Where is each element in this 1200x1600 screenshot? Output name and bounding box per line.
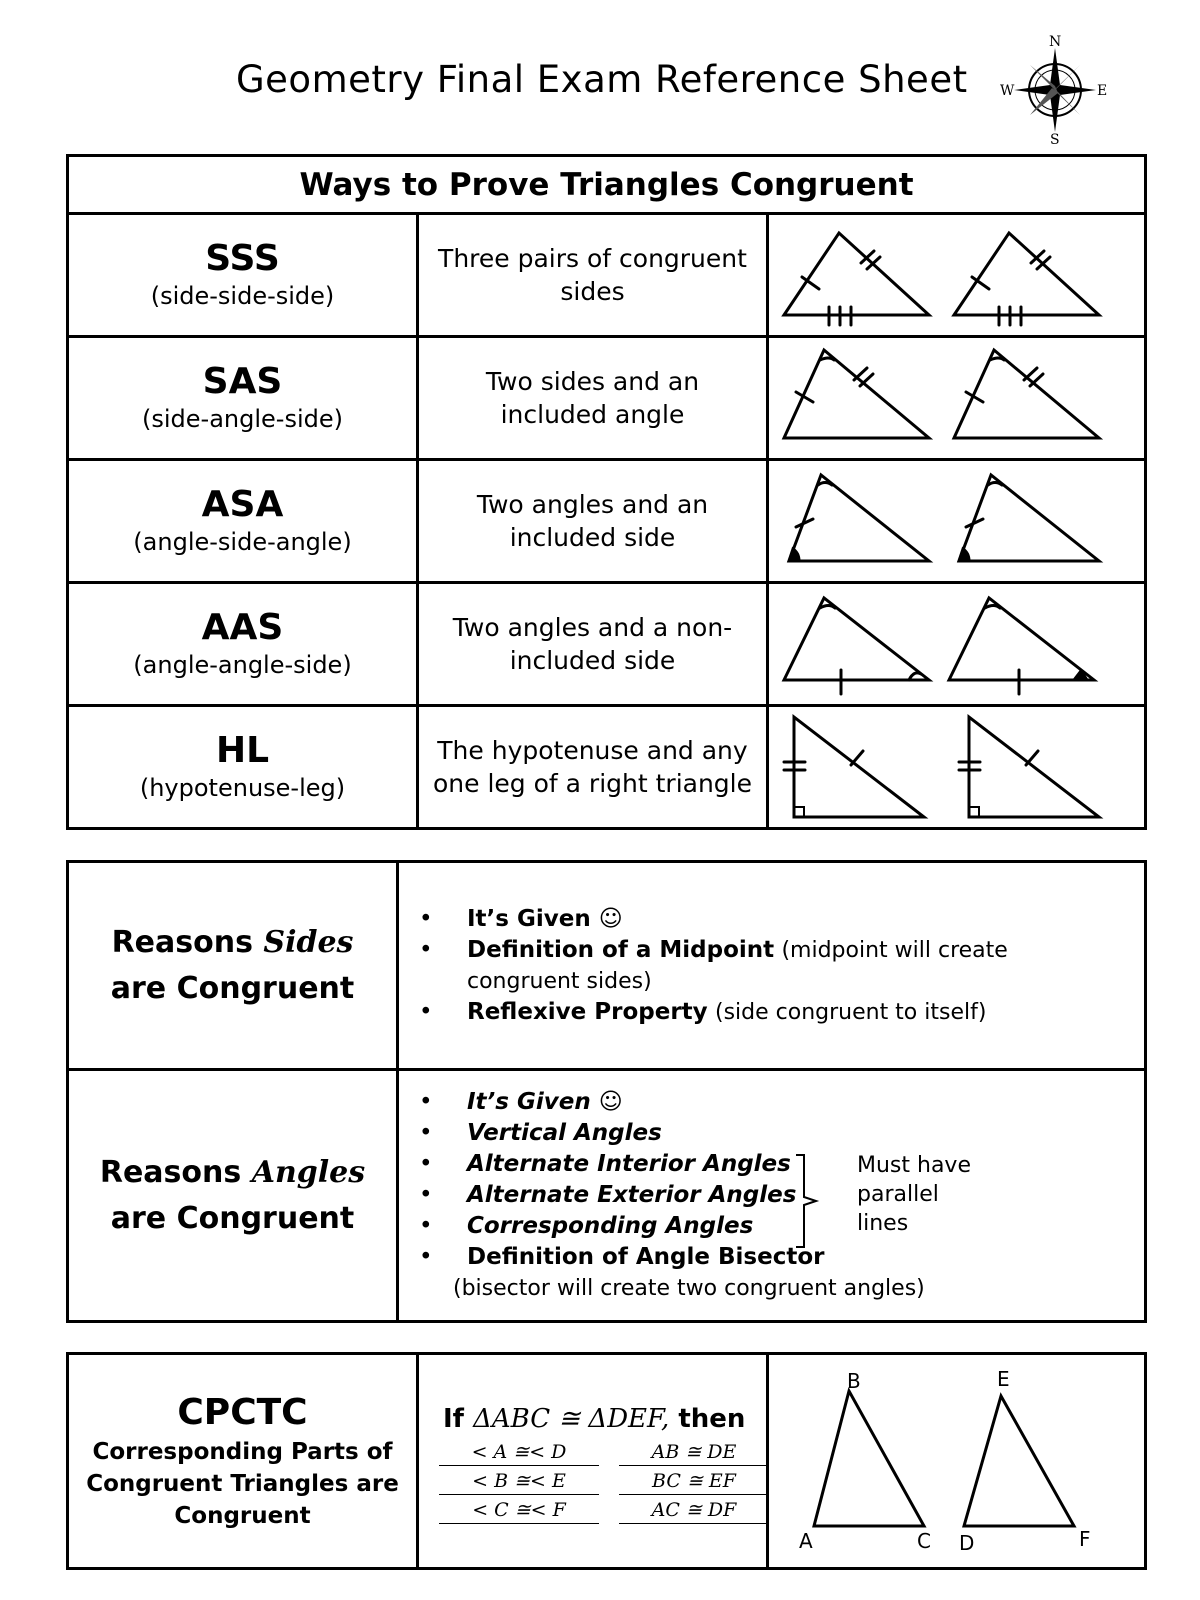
list-item [419,1211,1144,1242]
aas-triangles-diagram [769,586,1141,703]
table-row [68,1354,1146,1569]
postulate-description-cell [418,583,768,706]
cpctc-statement [419,1399,766,1439]
postulate-cell [68,460,418,583]
corresponding-pair: < C ≅< F [439,1499,599,1524]
postulate-description-cell [418,460,768,583]
corresponding-pair: AC ≅ DF [619,1499,769,1524]
reason-text: Corresponding Angles [467,1213,754,1239]
sss-figure [768,214,1146,337]
list-item [419,935,1034,997]
cpctc-triangles-diagram [769,1356,1141,1566]
cpctc-subtitle-line: Corresponding Parts of [92,1439,393,1465]
postulate-full-name: (angle-angle-side) [133,651,352,679]
table-row [68,460,1146,583]
bracket-icon [794,1153,824,1249]
statement-math: ΔABC ≅ ΔDEF, [473,1403,670,1434]
postulate-cell [68,214,418,337]
reasons-table [66,860,1147,1323]
cpctc-label-cell [68,1354,418,1569]
reason-text: It’s Given ☺ [467,905,623,932]
page-title: Geometry Final Exam Reference Sheet [236,58,968,101]
vertex-e: E [997,1367,1010,1391]
postulate-name: AAS [201,607,284,648]
postulate-name: SSS [205,238,280,279]
postulate-name: ASA [201,484,284,525]
sss-triangles-diagram [769,217,1141,334]
angles-label-1: Reasons [99,1154,242,1190]
list-item [419,1118,1144,1149]
corresponding-pair: BC ≅ EF [619,1470,769,1495]
cpctc-subtitle-line: Congruent Triangles are [86,1471,399,1497]
reason-text: Alternate Exterior Angles [467,1182,797,1208]
postulate-cell [68,583,418,706]
hl-figure [768,706,1146,829]
list-item [419,904,1034,935]
sas-figure [768,337,1146,460]
postulate-cell [68,706,418,829]
cpctc-figure-cell [768,1354,1146,1569]
reason-text: It’s Given ☺ [467,1089,623,1115]
reason-note: (side congruent to itself) [714,999,987,1025]
sides-reasons-list [399,904,1144,1028]
angles-label-2: are Congruent [110,1200,355,1236]
postulate-description-cell [418,214,768,337]
list-item [419,1242,1144,1273]
reason-text: Reflexive Property [467,998,708,1025]
angles-reasons-cell [398,1070,1146,1322]
parallel-note-line: Must have [857,1153,971,1178]
compass-n: N [1049,34,1062,50]
vertex-c: C [917,1529,931,1553]
postulate-description: Two angles and a non-included side [452,613,733,675]
vertex-d: D [959,1531,975,1555]
asa-figure [768,460,1146,583]
reason-note: (midpoint will create congruent sides) [467,937,1008,994]
aas-figure [768,583,1146,706]
sas-triangles-diagram [769,340,1141,457]
table-row [68,214,1146,337]
postulate-description-cell [418,337,768,460]
postulate-description: Three pairs of congruent sides [438,244,747,306]
sides-label [68,862,398,1070]
compass-s: S [1050,132,1060,146]
vertex-f: F [1079,1527,1091,1551]
vertex-b: B [847,1369,861,1393]
postulate-full-name: (hypotenuse-leg) [139,774,346,802]
postulate-full-name: (side-side-side) [150,282,335,310]
vertex-a: A [799,1529,813,1553]
angles-label [68,1070,398,1322]
congruence-table [66,154,1147,830]
postulate-name: HL [215,730,270,771]
corresponding-pair: < B ≅< E [439,1470,599,1495]
sides-label-1: Reasons [111,924,253,960]
bisector-note: (bisector will create two congruent angles) [453,1276,925,1301]
parallel-note-line: lines [857,1211,909,1236]
statement-then: then [678,1403,746,1434]
table-row [68,583,1146,706]
compass-w: W [1000,83,1015,99]
angles-label-em: Angles [251,1154,366,1190]
compass-rose-icon [1000,34,1110,146]
postulate-full-name: (side-angle-side) [142,405,343,433]
postulate-full-name: (angle-side-angle) [133,528,352,556]
asa-triangles-diagram [769,463,1141,580]
list-item [419,1149,1144,1180]
list-item [419,1087,1144,1118]
parallel-lines-note [857,1151,971,1238]
table-row [68,706,1146,829]
table-row [68,337,1146,460]
postulate-description-cell [418,706,768,829]
corresponding-pair: < A ≅< D [439,1441,599,1466]
angles-reasons-list [399,1087,1144,1273]
corresponding-parts-list [419,1441,766,1524]
reason-text: Definition of a Midpoint [467,936,775,963]
congruence-heading: Ways to Prove Triangles Congruent [68,156,1146,214]
postulate-description: The hypotenuse and any one leg of a right triangle [433,736,752,798]
list-item [419,997,1034,1028]
table-row [68,1070,1146,1322]
sides-label-em: Sides [263,924,354,960]
parallel-note-line: parallel [857,1182,939,1207]
postulate-name: SAS [202,361,283,402]
statement-if: If [443,1403,464,1434]
cpctc-title: CPCTC [177,1392,308,1433]
table-row [68,862,1146,1070]
hl-triangles-diagram [769,709,1141,826]
compass-e: E [1097,83,1108,99]
cpctc-table [66,1352,1147,1570]
reason-text: Alternate Interior Angles [467,1151,791,1177]
reason-text: Definition of Angle Bisector [467,1244,825,1270]
postulate-cell [68,337,418,460]
reason-text: Vertical Angles [467,1120,662,1146]
postulate-description: Two sides and an included angle [485,367,700,429]
list-item [419,1180,1144,1211]
cpctc-statement-cell [418,1354,768,1569]
sides-label-2: are Congruent [110,970,355,1006]
cpctc-subtitle-line: Congruent [174,1503,311,1529]
postulate-description: Two angles and an included side [476,490,709,552]
corresponding-pair: AB ≅ DE [619,1441,769,1466]
sides-reasons-cell [398,862,1146,1070]
